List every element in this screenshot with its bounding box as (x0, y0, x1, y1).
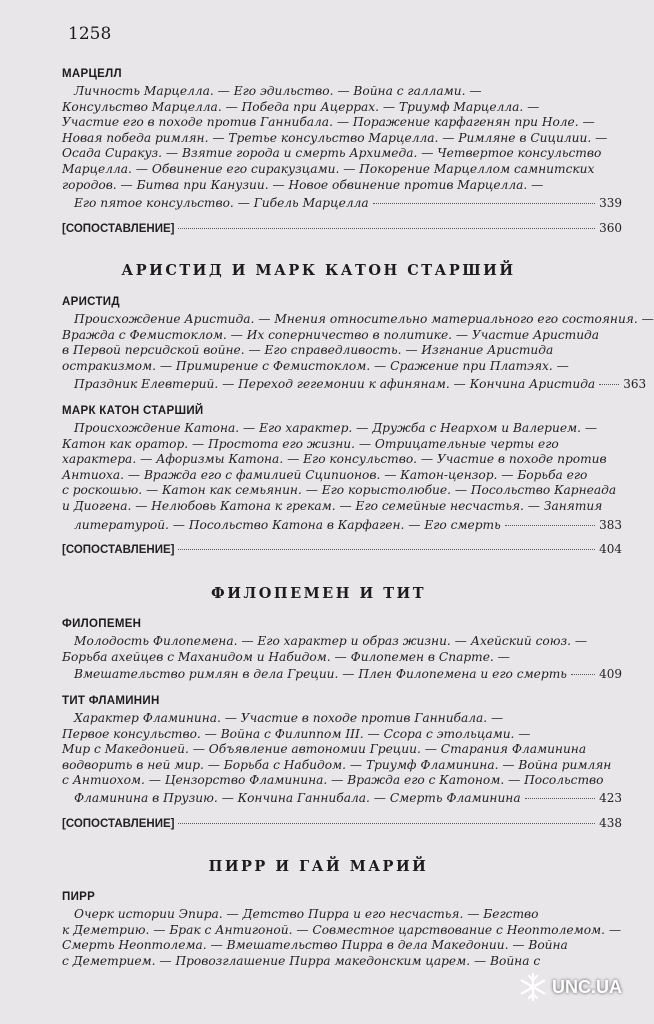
dot-leader (599, 384, 619, 385)
contents-line: Новая победа римлян. — Третье консульство Марцелла. — Римляне в Сицилии. — (62, 130, 608, 145)
subheading-titus: ТИТ ФЛАМИНИН (62, 695, 160, 707)
contents-line: с Антиохом. — Цензорство Фламинина. — Вражда его с Катоном. — Посольство (62, 773, 604, 788)
contents-line: Вражда с Фемистоклом. — Их соперничество в политике. — Участие Аристида (62, 327, 600, 342)
contents-block-marcell (62, 84, 622, 193)
subheading-cato: МАРК КАТОН СТАРШИЙ (62, 405, 204, 417)
subheading-philopoemen: ФИЛОПЕМЕН (62, 618, 142, 630)
contents-block-cato (62, 421, 622, 515)
watermark-text: UNC.UA (552, 976, 622, 997)
toc-entry-titus (62, 791, 622, 805)
entry-text: Вмешательство римлян в дела Греции. — Плен Филопемена и его смерть (74, 667, 567, 681)
entry-page: 409 (599, 667, 622, 681)
entry-text: [СОПОСТАВЛЕНИЕ] (62, 544, 175, 556)
toc-entry-philopoemen (62, 667, 622, 681)
contents-line: Участие его в походе против Ганнибала. — Поражение карфагенян при Ноле. — (62, 115, 595, 130)
section-title: ПИРР И ГАЙ МАРИЙ (208, 858, 429, 875)
contents-line: Консульство Марцелла. — Победа при Ацеррах. — Триумф Марцелла. — (62, 99, 540, 114)
contents-block-pyrrhus (62, 907, 622, 969)
entry-text: [СОПОСТАВЛЕНИЕ] (62, 223, 175, 235)
contents-block-aristid (62, 312, 654, 374)
contents-line: к Деметрию. — Брак с Антигоной. — Совместное царствование с Неоптолемом. — (62, 922, 622, 937)
subheading-marcell: МАРЦЕЛЛ (62, 68, 122, 80)
dot-leader (178, 228, 595, 229)
dot-leader (178, 549, 595, 550)
entry-text: Фламинина в Прузию. — Кончина Ганнибала. — Смерть Фламинина (74, 791, 521, 805)
entry-page: 404 (599, 542, 622, 556)
contents-block-titus (62, 711, 622, 789)
contents-line: и Диогена. — Нелюбовь Катона к грекам. — Его семейные несчастья. — Занятия (62, 498, 603, 513)
contents-line: Первое консульство. — Война с Филиппом III. — Ссора с этольцами. — (62, 726, 531, 741)
contents-line: Смерть Неоптолема. — Вмешательство Пирра в дела Македонии. — Война (62, 938, 568, 953)
dot-leader (505, 525, 595, 526)
contents-line: с Деметрием. — Провозглашение Пирра македонским царем. — Война с (62, 953, 541, 968)
contents-line: Характер Фламинина. — Участие в походе против Ганнибала. — (74, 711, 504, 725)
contents-line: Борьба ахейцев с Маханидом и Набидом. — Филопемен в Спарте. — (62, 649, 510, 664)
dot-leader (178, 823, 595, 824)
entry-text: [СОПОСТАВЛЕНИЕ] (62, 818, 175, 830)
contents-line: городов. — Битва при Канузии. — Новое обвинение против Марцелла. — (62, 177, 544, 192)
contents-block-philopoemen (62, 634, 622, 665)
entry-text: Праздник Елевтерий. — Переход гегемонии к афинянам. — Кончина Аристида (74, 377, 596, 391)
toc-entry-comparison (62, 221, 622, 235)
entry-page: 438 (599, 816, 622, 830)
contents-line: Молодость Филопемена. — Его характер и образ жизни. — Ахейский союз. — (74, 634, 588, 648)
section-title: ФИЛОПЕМЕН И ТИТ (210, 585, 427, 602)
toc-entry-aristid (62, 377, 647, 391)
contents-line: водворить в ней мир. — Борьба с Набидом. — Триумф Фламинина. — Война римлян (62, 757, 612, 772)
contents-line: Марцелла. — Обвинение его сиракузцами. — Покорение Марцеллом самнитских (62, 161, 595, 176)
subheading-aristid: АРИСТИД (62, 296, 120, 308)
section-title: АРИСТИД И МАРК КАТОН СТАРШИЙ (121, 262, 516, 279)
entry-page: 339 (599, 196, 622, 210)
contents-line: Происхождение Аристида. — Мнения относительно материального его состояния. — (74, 312, 654, 326)
contents-line: Происхождение Катона. — Его характер. — Дружба с Неархом и Валерием. — (74, 421, 598, 435)
entry-page: 383 (599, 518, 622, 532)
contents-line: Антиоха. — Вражда его с фамилией Сципионов. — Катон-цензор. — Борьба его (62, 467, 588, 482)
entry-page: 423 (599, 791, 622, 805)
entry-text: литературой. — Посольство Катона в Карфаген. — Его смерть (74, 518, 501, 532)
contents-line: в Первой персидской войне. — Его справедливость. — Изгнание Аристида (62, 343, 554, 358)
dot-leader (571, 674, 595, 675)
dot-leader (373, 203, 595, 204)
contents-line: Очерк истории Эпира. — Детство Пирра и его несчастья. — Бегство (74, 907, 539, 921)
entry-page: 360 (599, 221, 622, 235)
contents-line: остракизмом. — Примирение с Фемистоклом. — Сражение при Платэях. — (62, 358, 569, 373)
snowflake-icon (518, 972, 548, 1002)
contents-line: Катон как оратор. — Простота его жизни. — Отрицательные черты его (62, 436, 559, 451)
contents-line: Мир с Македонией. — Объявление автономии Греции. — Старания Фламинина (62, 742, 587, 757)
contents-line: характера. — Афоризмы Катона. — Его консульство. — Участие в походе против (62, 452, 607, 467)
toc-entry-comparison (62, 542, 622, 556)
entry-page: 363 (623, 377, 647, 391)
page-number: 1258 (68, 24, 112, 44)
watermark (518, 972, 622, 1002)
dot-leader (525, 798, 595, 799)
entry-text: Его пятое консульство. — Гибель Марцелла (74, 196, 369, 210)
contents-line: Личность Марцелла. — Его эдильство. — Война с галлами. — (74, 84, 482, 98)
contents-line: Осада Сиракуз. — Взятие города и смерть Архимеда. — Четвертое консульство (62, 146, 602, 161)
contents-line: с роскошью. — Катон как семьянин. — Его корыстолюбие. — Посольство Карнеада (62, 483, 617, 498)
toc-entry-comparison (62, 816, 622, 830)
subheading-pyrrhus: ПИРР (62, 891, 96, 903)
toc-entry-cato (62, 518, 622, 532)
toc-entry-marcell (62, 196, 622, 210)
